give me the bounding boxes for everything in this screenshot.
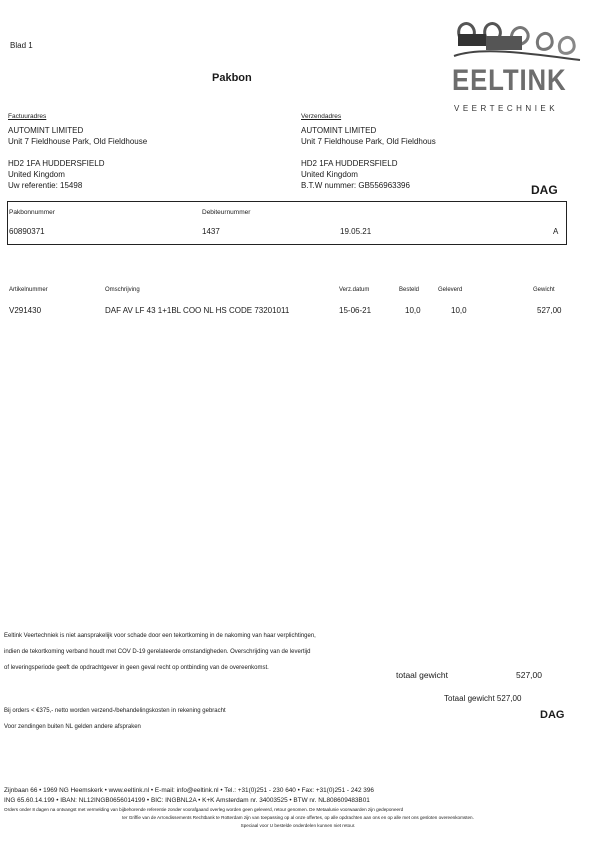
note-line: Eeltink Veertechniek is niet aansprakelijk voor schade door een tekortkoming in de nakoming van haar verplichtingen, xyxy=(4,633,316,639)
col-header-ship-date: Verz.datum xyxy=(339,287,370,293)
pakbon-number: 60890371 xyxy=(9,227,45,236)
condition-line: Voor zendingen buiten NL gelden andere afspraken xyxy=(4,724,141,730)
row-description: DAF AV LF 43 1+1BL COO NL HS CODE 73201011 xyxy=(105,306,290,315)
condition-line: Bij orders < €375,- netto worden verzend-/behandelingskosten in rekening gebracht xyxy=(4,708,226,714)
total-weight-summary: Totaal gewicht 527,00 xyxy=(444,694,522,703)
note-line: of leveringsperiode geeft de opdrachtgever in geen geval recht op ontbinding van de overeenkomst. xyxy=(4,665,269,671)
shipping-lines xyxy=(301,125,436,191)
debtor-number-label: Debiteurnummer xyxy=(202,209,251,216)
shipping-address xyxy=(301,113,436,191)
shipping-line: United Kingdom xyxy=(301,170,358,179)
liability-notes xyxy=(4,631,424,674)
doc-title: Pakbon xyxy=(212,72,252,84)
billing-label: Factuuradres xyxy=(8,113,47,120)
shipping-spacer xyxy=(301,147,436,158)
doc-flag: A xyxy=(553,227,559,236)
pakbon-number-label: Pakbonnummer xyxy=(9,209,55,216)
logo-tagline: VEERTECHNIEK xyxy=(454,104,559,113)
footer-bank: ING 65.60.14.199 • IBAN: NL12INGB0656014199 • BIC: INGBNL2A • K+K Amsterdam nr. 34003525 • BTW nr. NL808609483B01 xyxy=(4,797,370,804)
billing-line: Uw referentie: 15498 xyxy=(8,181,83,190)
logo-name: EELTINK xyxy=(452,64,567,97)
billing-line: United Kingdom xyxy=(8,170,65,179)
footer-terms-3: Speciaal voor U bestelde onderdelen kunnen niet retour. xyxy=(240,823,356,828)
billing-line: Unit 7 Fieldhouse Park, Old Fieldhouse xyxy=(8,137,148,146)
info-box xyxy=(7,201,567,245)
row-delivered: 10,0 xyxy=(451,306,467,315)
shipping-line: B.T.W nummer: GB556963396 xyxy=(301,181,410,190)
note-line: indien de tekortkoming verband houdt met COV D-19 gerelateerde omstandigheden. Overschrijding van de levertijd xyxy=(4,649,311,655)
footer-terms-2: ter Griffie van de Arrondissements Rechtbank te Rotterdam zijn van toepassing op al onze offertes, op alle opdrachten aan ons en op alle met ons gesloten overeenkomsten. xyxy=(122,815,474,820)
total-weight-label: totaal gewicht xyxy=(396,670,448,680)
col-header-delivered: Geleverd xyxy=(438,287,463,293)
debtor-number: 1437 xyxy=(202,227,220,236)
doc-date: 19.05.21 xyxy=(340,227,372,236)
page-label: Blad 1 xyxy=(10,41,33,50)
shipping-line: Unit 7 Fieldhouse Park, Old Fieldhous xyxy=(301,137,436,146)
row-ship-date: 15-06-21 xyxy=(339,306,372,315)
row-ordered: 10,0 xyxy=(405,306,421,315)
footer-terms-1: Orders onder 8 dagen na ontvangst met vermelding van bijbehorende referentie zonder voorafgaand overleg worden geen geleverd, retour genomen. De Metaalunie voorwaarden zijn gedeponeerd xyxy=(4,807,404,812)
shipping-conditions xyxy=(4,703,226,735)
col-header-description: Omschrijving xyxy=(105,287,140,293)
row-weight: 527,00 xyxy=(537,306,562,315)
shipping-line: AUTOMINT LIMITED xyxy=(301,126,377,135)
dag-top: DAG xyxy=(531,183,558,197)
company-logo xyxy=(452,16,582,124)
row-article: V291430 xyxy=(9,306,42,315)
billing-line: AUTOMINT LIMITED xyxy=(8,126,84,135)
billing-address xyxy=(8,113,147,191)
dag-bottom: DAG xyxy=(540,709,565,721)
billing-spacer xyxy=(8,147,147,158)
col-header-weight: Gewicht xyxy=(533,287,555,293)
shipping-line: HD2 1FA HUDDERSFIELD xyxy=(301,159,398,168)
total-weight-value: 527,00 xyxy=(516,670,542,680)
footer-contact: Zijnbaan 66 • 1969 NG Heemskerk • www.eeltink.nl • E-mail: info@eeltink.nl • Tel.: +31(0)251 - 230 640 • Fax: +31(0)251 - 242 396 xyxy=(4,787,374,794)
col-header-article: Artikelnummer xyxy=(9,287,48,293)
billing-lines xyxy=(8,125,147,191)
col-header-ordered: Besteld xyxy=(399,287,420,293)
shipping-label: Verzendadres xyxy=(301,113,342,120)
billing-line: HD2 1FA HUDDERSFIELD xyxy=(8,159,105,168)
